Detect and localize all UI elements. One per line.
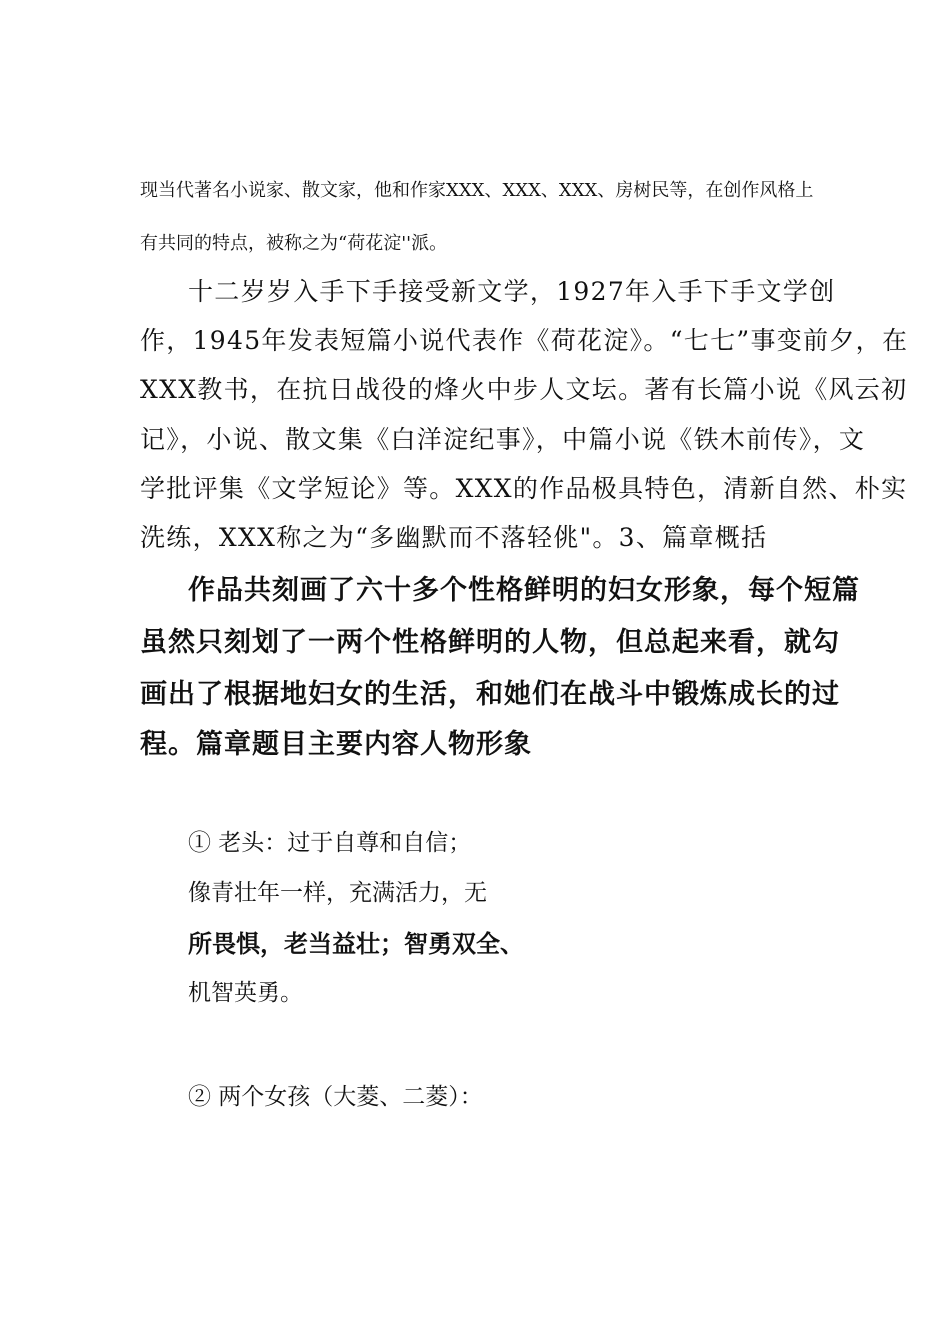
bio-line-5: 学批评集《文学短论》等。XXX的作品极具特色，清新自然、朴实 (140, 474, 908, 503)
summary-line-1: 作品共刻画了六十多个性格鲜明的妇女形象，每个短篇 (188, 575, 860, 606)
item-1-line-1: ① 老头：过于自尊和自信； (188, 830, 472, 856)
bio-line-4: 记》，小说、散文集《白洋淀纪事》，中篇小说《铁木前传》，文 (140, 425, 866, 454)
summary-line-2: 虽然只刻划了一两个性格鲜明的人物，但总起来看，就勾 (140, 627, 840, 658)
bio-line-3: XXX教书，在抗日战役的烽火中步人文坛。著有长篇小说《风云初 (140, 375, 908, 404)
item-2-line-1: ② 两个女孩（大菱、二菱）： (188, 1084, 483, 1110)
summary-line-4: 程。篇章题目主要内容人物形象 (140, 729, 532, 760)
intro-line-2: 有共同的特点，被称之为“荷花淀''派。 (140, 233, 448, 254)
bio-line-6: 洗练，XXX称之为“多幽默而不落轻佻"。3、篇章概括 (140, 523, 768, 552)
summary-line-3: 画出了根据地妇女的生活，和她们在战斗中锻炼成长的过 (140, 679, 840, 710)
bio-line-1: 十二岁岁入手下手接受新文学，1927年入手下手文学创 (188, 277, 836, 306)
bio-line-2: 作，1945年发表短篇小说代表作《荷花淀》。“七七”事变前夕，在 (140, 326, 909, 355)
intro-line-1: 现当代著名小说家、散文家，他和作家XXX、XXX、XXX、房树民等，在创作风格上 (140, 180, 814, 201)
item-1-line-3: 所畏惧，老当益壮；智勇双全、 (188, 930, 524, 958)
item-1-line-2: 像青壮年一样，充满活力，无 (188, 880, 487, 906)
item-1-line-4: 机智英勇。 (188, 980, 303, 1006)
